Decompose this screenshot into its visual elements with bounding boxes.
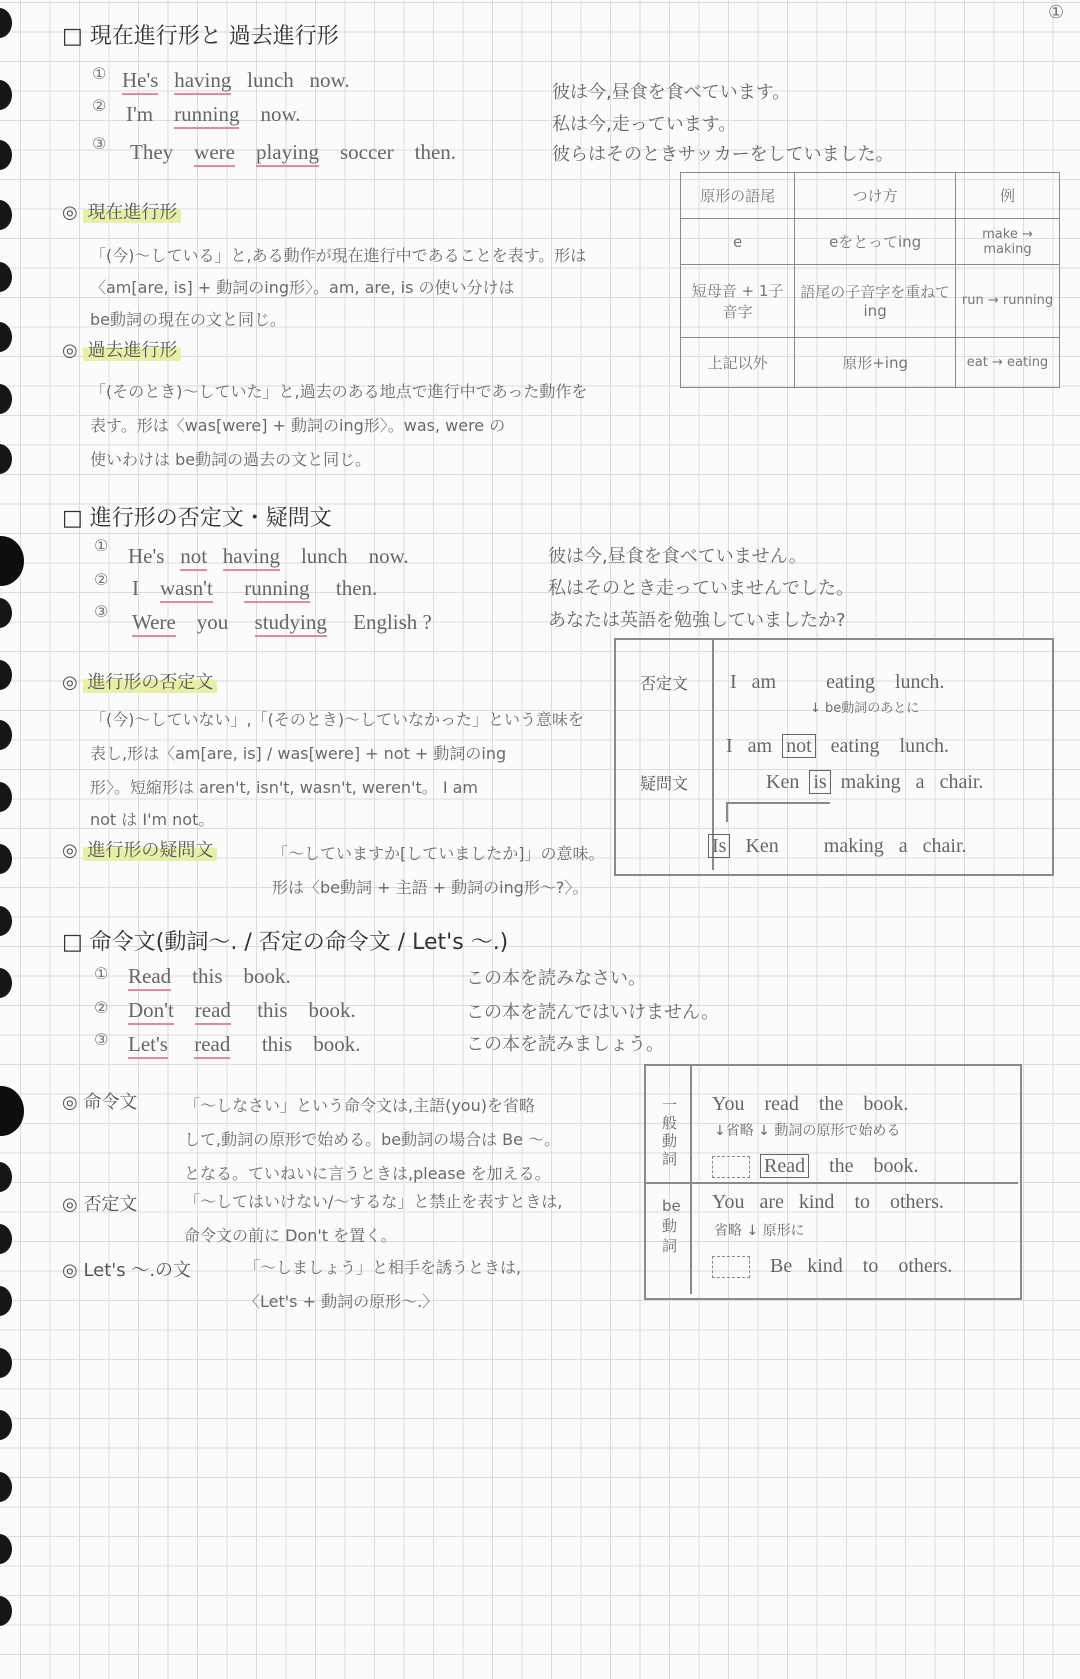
binder-hole: [0, 384, 12, 414]
binder-hole: [0, 1410, 12, 1440]
example-sentence: Were you studying English ?: [132, 612, 432, 633]
subheading: ◎ 命令文: [62, 1092, 138, 1113]
example-sentence: Don't read this book.: [128, 1000, 356, 1021]
diagram-row: You read the book.: [712, 1093, 909, 1115]
example-number: ①: [94, 964, 109, 983]
note-line: 形〉。短縮形は aren't, isn't, wasn't, weren't。 I am: [90, 778, 479, 797]
table-cell: 原形+ing: [795, 337, 956, 387]
note-line: 「(今)〜している」と,ある動作が現在進行中であることを表す。形は: [90, 246, 587, 265]
binder-hole: [0, 1224, 12, 1254]
section-title: □ 進行形の否定文・疑問文: [62, 506, 332, 531]
example-translation: 彼は今,昼食を食べていません。: [548, 546, 807, 567]
page-number: ①: [1048, 2, 1065, 23]
example-translation: 私は今,走っています。: [552, 114, 737, 135]
binder-hole: [0, 1534, 12, 1564]
example-translation: あなたは英語を勉強していましたか?: [548, 610, 846, 631]
diagram-row: Ken is making a chair.: [766, 771, 984, 793]
note-line: not は I'm not。: [90, 810, 215, 829]
diagram-row: You are kind to others.: [712, 1191, 944, 1213]
diagram-note: 省略 ↓ 原形に: [714, 1223, 805, 1239]
note-line: 「(そのとき)〜していた」と,過去のある地点で進行中であった動作を: [90, 382, 588, 401]
subheading: ◎ 進行形の否定文: [62, 674, 217, 692]
example-translation: 私はそのとき走っていませんでした。: [548, 578, 854, 599]
binder-hole: [0, 1086, 24, 1136]
note-line: 表し,形は〈am[are, is] / was[were] + not + 動詞のing: [90, 744, 507, 763]
subheading: ◎ 過去進行形: [62, 342, 181, 360]
example-number: ③: [94, 602, 109, 621]
binder-hole: [0, 444, 12, 474]
diagram-label: 疑問文: [640, 774, 689, 793]
binder-hole: [0, 8, 12, 38]
diagram-row: I am not eating lunch.: [726, 735, 949, 757]
diagram-row: Is Ken making a chair.: [708, 836, 967, 856]
binder-hole: [0, 844, 12, 874]
binder-hole: [0, 1348, 12, 1378]
divider: [690, 1066, 692, 1294]
binder-hole: [0, 80, 12, 110]
table-cell: 短母音 + 1子音字: [681, 265, 795, 337]
table-cell: 上記以外: [681, 337, 795, 387]
example-sentence: He's not having lunch now.: [128, 546, 409, 567]
note-line: 使いわけは be動詞の過去の文と同じ。: [90, 450, 372, 469]
example-sentence: Let's read this book.: [128, 1034, 360, 1055]
example-translation: この本を読みましょう。: [466, 1034, 664, 1055]
example-sentence: He's having lunch now.: [122, 70, 350, 91]
table-cell: 語尾の子音字を重ねてing: [795, 265, 956, 337]
arrow-line: [726, 802, 830, 804]
omitted-placeholder: [712, 1156, 750, 1178]
diagram-note: ↓省略 ↓ 動詞の原形で始める: [714, 1123, 901, 1139]
note-line: 「(今)〜していない」,「(そのとき)〜していなかった」という意味を: [90, 710, 585, 729]
diagram-label: 一般動詞: [662, 1096, 678, 1168]
diagram-row: Be kind to others.: [712, 1256, 952, 1278]
note-line: 「〜してはいけない/〜するな」と禁止を表すときは,: [184, 1192, 563, 1211]
binder-hole: [0, 782, 12, 812]
diagram-label: 否定文: [640, 674, 689, 693]
subheading: ◎ 否定文: [62, 1194, 138, 1215]
diagram-row: Read the book.: [712, 1156, 919, 1178]
binder-hole: [0, 1472, 12, 1502]
omitted-placeholder: [712, 1256, 750, 1278]
binder-hole: [0, 598, 12, 628]
section-title: □ 現在進行形と 過去進行形: [62, 24, 339, 49]
example-sentence: I wasn't running then.: [132, 578, 377, 599]
arrow-line: [726, 802, 728, 822]
table-cell: run → running: [956, 265, 1060, 337]
note-line: be動詞の現在の文と同じ。: [90, 310, 287, 329]
subheading: ◎ 進行形の疑問文: [62, 842, 217, 860]
diagram-label: be動詞: [662, 1197, 681, 1255]
example-sentence: I'm running now.: [126, 104, 301, 125]
note-line: 命令文の前に Don't を置く。: [184, 1226, 397, 1245]
note-line: 「〜しなさい」という命令文は,主語(you)を省略: [184, 1096, 535, 1115]
binder-hole: [0, 906, 12, 936]
binder-hole: [0, 536, 24, 586]
binder-hole: [0, 262, 12, 292]
binder-hole: [0, 322, 12, 352]
table-cell: make → making: [956, 219, 1060, 265]
table-cell: eat → eating: [956, 337, 1060, 387]
example-translation: この本を読みなさい。: [466, 968, 646, 989]
example-number: ①: [94, 536, 109, 555]
binder-hole: [0, 140, 12, 170]
diagram-row: I am eating lunch.: [730, 671, 945, 693]
table-header: つけ方: [795, 173, 956, 219]
binder-hole: [0, 968, 12, 998]
example-translation: 彼らはそのときサッカーをしていました。: [552, 144, 894, 165]
example-translation: 彼は今,昼食を食べています。: [552, 82, 791, 103]
example-number: ②: [94, 570, 109, 589]
diagram-note: ↓ be動詞のあとに: [810, 701, 920, 716]
example-number: ②: [94, 998, 109, 1017]
example-number: ①: [92, 64, 107, 83]
table-cell: e: [681, 219, 795, 265]
example-translation: この本を読んではいけません。: [466, 1002, 720, 1023]
example-sentence: They were playing soccer then.: [130, 142, 456, 163]
note-line: 「〜しましょう」と相手を誘うときは,: [244, 1258, 522, 1277]
ing-form-table: [680, 172, 1060, 388]
note-line: 〈Let's + 動詞の原形〜.〉: [244, 1292, 439, 1311]
subheading: ◎ 現在進行形: [62, 204, 181, 222]
example-sentence: Read this book.: [128, 966, 291, 987]
binder-hole: [0, 1162, 12, 1192]
divider: [646, 1182, 1018, 1184]
example-number: ③: [94, 1030, 109, 1049]
note-line: 表す。形は〈was[were] + 動詞のing形〉。was, were の: [90, 416, 506, 435]
binder-hole: [0, 660, 12, 690]
binder-hole: [0, 200, 12, 230]
subheading: ◎ Let's 〜.の文: [62, 1260, 192, 1281]
section-title: □ 命令文(動詞〜. / 否定の命令文 / Let's 〜.): [62, 930, 509, 955]
table-cell: eをとってing: [795, 219, 956, 265]
binder-hole: [0, 720, 12, 750]
example-number: ③: [92, 134, 107, 153]
binder-hole: [0, 1286, 12, 1316]
note-line: して,動詞の原形で始める。be動詞の場合は Be 〜。: [184, 1130, 561, 1149]
note-line: となる。ていねいに言うときは,please を加える。: [184, 1164, 551, 1183]
table-header: 例: [956, 173, 1060, 219]
note-line: 形は〈be動詞 + 主語 + 動詞のing形〜?〉。: [272, 878, 589, 897]
note-line: 〈am[are, is] + 動詞のing形〉。am, are, is の使い分けは: [90, 278, 515, 297]
binder-hole: [0, 1596, 12, 1626]
example-number: ②: [92, 96, 107, 115]
note-line: 「〜していますか[していましたか]」の意味。: [272, 844, 605, 863]
table-header: 原形の語尾: [681, 173, 795, 219]
